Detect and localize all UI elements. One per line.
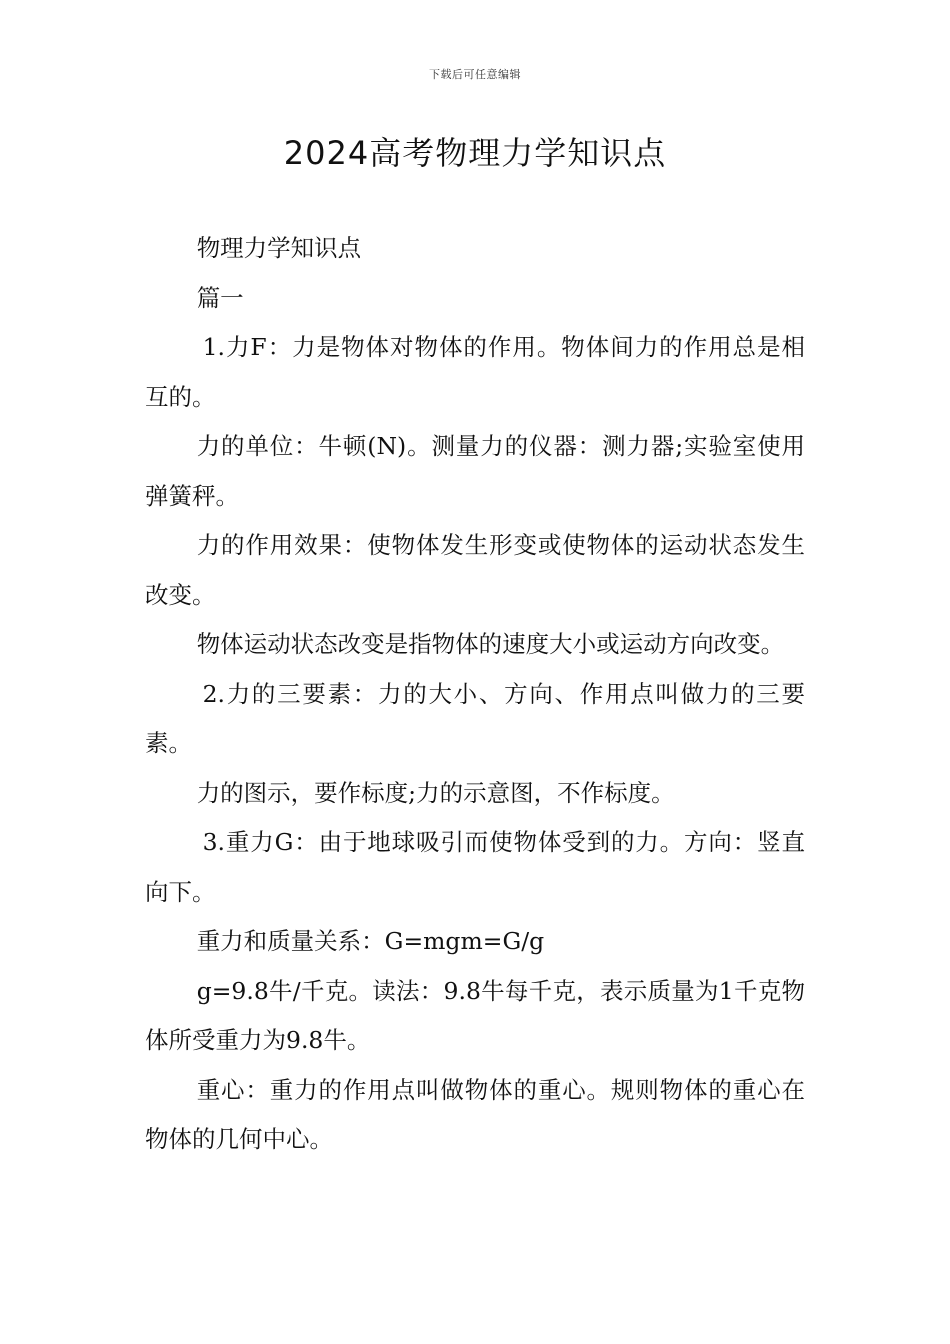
paragraph-gravity-mass: 重力和质量关系：G=mgm=G/g <box>196 927 545 955</box>
paragraph-center-of-gravity: 重心：重力的作用点叫做物体的重心。规则物体的重心在物体的几何中心。 <box>145 1075 805 1153</box>
paragraph-motion-state: 物体运动状态改变是指物体的速度大小或运动方向改变。 <box>196 630 785 658</box>
section-heading: 物理力学知识点 <box>196 234 362 262</box>
paragraph-gravity: 3.重力G：由于地球吸引而使物体受到的力。方向：竖直向下。 <box>145 828 805 906</box>
chapter-label: 篇一 <box>196 283 244 312</box>
paragraph-force-definition: 1.力F：力是物体对物体的作用。物体间力的作用总是相互的。 <box>145 333 805 411</box>
paragraph-force-diagram: 力的图示，要作标度;力的示意图，不作标度。 <box>196 778 675 807</box>
paragraph-g-value: g=9.8牛/千克。读法：9.8牛每千克，表示质量为1千克物体所受重力为9.8牛。 <box>145 976 805 1054</box>
document-title: 2024高考物理力学知识点 <box>283 134 667 172</box>
paragraph-force-unit: 力的单位：牛顿(N)。测量力的仪器：测力器;实验室使用弹簧秤。 <box>145 432 805 510</box>
paragraph-three-elements: 2.力的三要素：力的大小、方向、作用点叫做力的三要素。 <box>145 679 805 757</box>
paragraph-force-effect: 力的作用效果：使物体发生形变或使物体的运动状态发生改变。 <box>145 531 805 609</box>
document-body <box>145 224 805 1165</box>
header-note: 下载后可任意编辑 <box>429 68 521 81</box>
